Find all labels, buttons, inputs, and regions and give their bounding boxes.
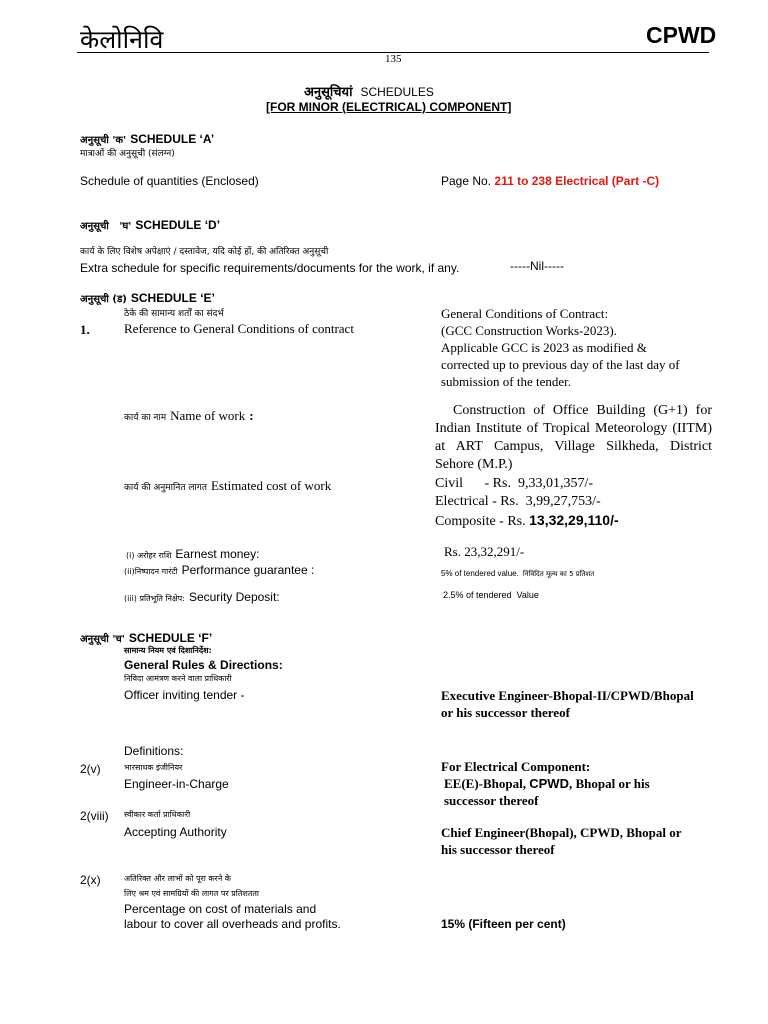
ref-value-line: (GCC Construction Works-2023). xyxy=(441,323,618,338)
performance-guarantee-value xyxy=(441,563,594,581)
schedule-d-hindi-desc: कार्य के लिए विशेष अपेक्षाएं / दस्तावेज, यदि कोई हों, की अतिरिक्त अनुसूची xyxy=(80,247,329,257)
name-of-work-value: Construction of Office Building (G+1) for Indian Institute of Tropical Meteorology (IITM) at ART Campus, Village Silkheda, District Sehore (M.P.) xyxy=(435,403,712,472)
schedule-a-hindi-label: अनुसूची 'क' xyxy=(80,135,127,146)
schedule-d-desc: Extra schedule for specific requirements/documents for the work, if any. xyxy=(80,261,460,275)
schedule-a-label: SCHEDULE ‘A’ xyxy=(130,132,215,146)
pct-label-line: Percentage on cost of materials and xyxy=(124,902,317,916)
schedule-a-hindi-desc: मात्राओं की अनुसूची (संलग्न) xyxy=(80,149,175,159)
schedule-a-page-value: 211 to 238 Electrical (Part -C) xyxy=(494,174,660,188)
cost-line-electrical: Electrical - Rs. 3,99,27,753/- xyxy=(435,494,601,509)
page-title xyxy=(304,82,434,101)
name-of-work-english: Name of work xyxy=(170,408,246,423)
name-of-work-label xyxy=(124,407,254,425)
earnest-money-hindi: (i) अरोहर राशि xyxy=(126,551,172,560)
schedule-d-hindi-label: अनुसूची 'घ' xyxy=(80,221,132,232)
eic-head: For Electrical Component: xyxy=(441,759,591,774)
eic-number: 2(v) xyxy=(80,762,101,776)
header-hindi-org: केलोनिवि xyxy=(80,25,164,54)
earnest-money-value: Rs. 23,32,291/- xyxy=(444,544,525,559)
schedule-e-heading xyxy=(80,289,215,307)
pct-hindi-line: लिए श्रम एवं सामग्रियों की लागत पर प्रतिशतता xyxy=(124,889,260,898)
performance-guarantee-label xyxy=(124,561,314,579)
schedule-d-heading xyxy=(80,216,220,234)
cost-line-civil: Civil - Rs. 9,33,01,357/- xyxy=(435,476,594,491)
eic-hindi: भारसाधक इंजीनियर xyxy=(124,763,183,772)
title-subtitle: [FOR MINOR (ELECTRICAL) COMPONENT] xyxy=(266,100,512,114)
title-english: SCHEDULES xyxy=(360,85,434,99)
aa-hindi: स्वीकार कर्ता प्राधिकारी xyxy=(124,810,191,819)
aa-value xyxy=(441,824,682,858)
eic-value xyxy=(444,775,650,809)
aa-label: Accepting Authority xyxy=(124,825,227,839)
schedule-e-ref-label: Reference to General Conditions of contract xyxy=(124,321,354,336)
pct-hindi xyxy=(124,871,259,901)
schedule-e-hindi-label: अनुसूची (ड) xyxy=(80,294,127,305)
title-hindi: अनुसूचियां xyxy=(304,85,353,100)
officer-label: Officer inviting tender - xyxy=(124,688,245,702)
security-deposit-english: Security Deposit: xyxy=(188,590,280,604)
schedule-e-ref-value xyxy=(441,305,680,390)
security-deposit-value: 2.5% of tendered Value xyxy=(443,590,539,600)
name-of-work-hindi: कार्य का नाम xyxy=(124,413,167,423)
estimated-cost-values xyxy=(435,475,619,531)
performance-guarantee-hindi: (ii)निष्पादन गारंटी xyxy=(124,567,178,576)
officer-hindi: निविदा आमंत्रण करने वाला प्राधिकारी xyxy=(124,674,232,683)
ref-value-line: Applicable GCC is 2023 as modified & xyxy=(441,340,647,355)
security-deposit-label xyxy=(124,588,280,606)
schedule-a-page xyxy=(441,174,659,188)
estimated-cost-hindi: कार्य की अनुमानित लागत xyxy=(124,483,207,493)
schedule-e-label: SCHEDULE ‘E’ xyxy=(130,291,215,305)
schedule-d-value: -----Nil----- xyxy=(510,259,564,273)
performance-guarantee-english: Performance guarantee : xyxy=(181,563,315,577)
estimated-cost-label xyxy=(124,477,331,495)
officer-value-line: or his successor thereof xyxy=(441,705,570,720)
aa-number: 2(viii) xyxy=(80,809,109,823)
officer-value xyxy=(441,687,694,721)
schedule-f-rules: General Rules & Directions: xyxy=(124,658,283,672)
ref-value-line: corrected up to previous day of the last day of xyxy=(441,357,680,372)
eic-value-line: EE(E)-Bhopal, CPWD, Bhopal or his xyxy=(444,776,650,791)
definitions-label: Definitions: xyxy=(124,744,184,758)
pg-value-hindi: निविदित मूल्य का 5 प्रतिशत xyxy=(522,570,595,578)
ref-value-line: General Conditions of Contract: xyxy=(441,306,609,321)
earnest-money-english: Earnest money: xyxy=(175,547,260,561)
eic-value-line: successor thereof xyxy=(444,793,539,808)
page-number: 135 xyxy=(385,53,402,65)
schedule-d-label: SCHEDULE ‘D’ xyxy=(135,218,221,232)
pct-value: 15% (Fifteen per cent) xyxy=(441,917,566,931)
officer-value-line: Executive Engineer-Bhopal-II/CPWD/Bhopal xyxy=(441,688,694,703)
pg-value-english: 5% of tendered value. xyxy=(441,569,519,578)
aa-value-line: Chief Engineer(Bhopal), CPWD, Bhopal or xyxy=(441,825,682,840)
cost-line-composite: Composite - Rs. 13,32,29,110/- xyxy=(435,512,619,529)
schedule-a-page-label: Page No. xyxy=(441,174,492,188)
schedule-f-label: SCHEDULE ‘F’ xyxy=(128,631,213,645)
schedule-e-item-number: 1. xyxy=(80,322,90,337)
header-org: CPWD xyxy=(646,22,717,48)
pct-label-line: labour to cover all overheads and profits. xyxy=(124,917,341,931)
eic-label: Engineer-in-Charge xyxy=(124,777,229,791)
pct-number: 2(x) xyxy=(80,873,101,887)
schedule-e-hindi-ref: ठेके की सामान्य शर्तों का संदर्भ xyxy=(124,309,224,319)
estimated-cost-english: Estimated cost of work xyxy=(210,478,332,493)
schedule-f-hindi-label: अनुसूची 'च' xyxy=(80,634,125,645)
schedule-f-hindi-rules: सामान्य नियम एवं दिशानिर्देश: xyxy=(124,646,212,655)
security-deposit-hindi: (iii) प्रतिभूति निक्षेप: xyxy=(124,594,185,603)
pct-label xyxy=(124,902,341,932)
aa-value-line: his successor thereof xyxy=(441,842,555,857)
ref-value-line: submission of the tender. xyxy=(441,374,571,389)
name-of-work-colon: : xyxy=(249,408,254,423)
schedule-a-desc: Schedule of quantities (Enclosed) xyxy=(80,174,259,188)
pct-hindi-line: अतिरिक्त और लाभों को पूरा करने के xyxy=(124,874,231,883)
